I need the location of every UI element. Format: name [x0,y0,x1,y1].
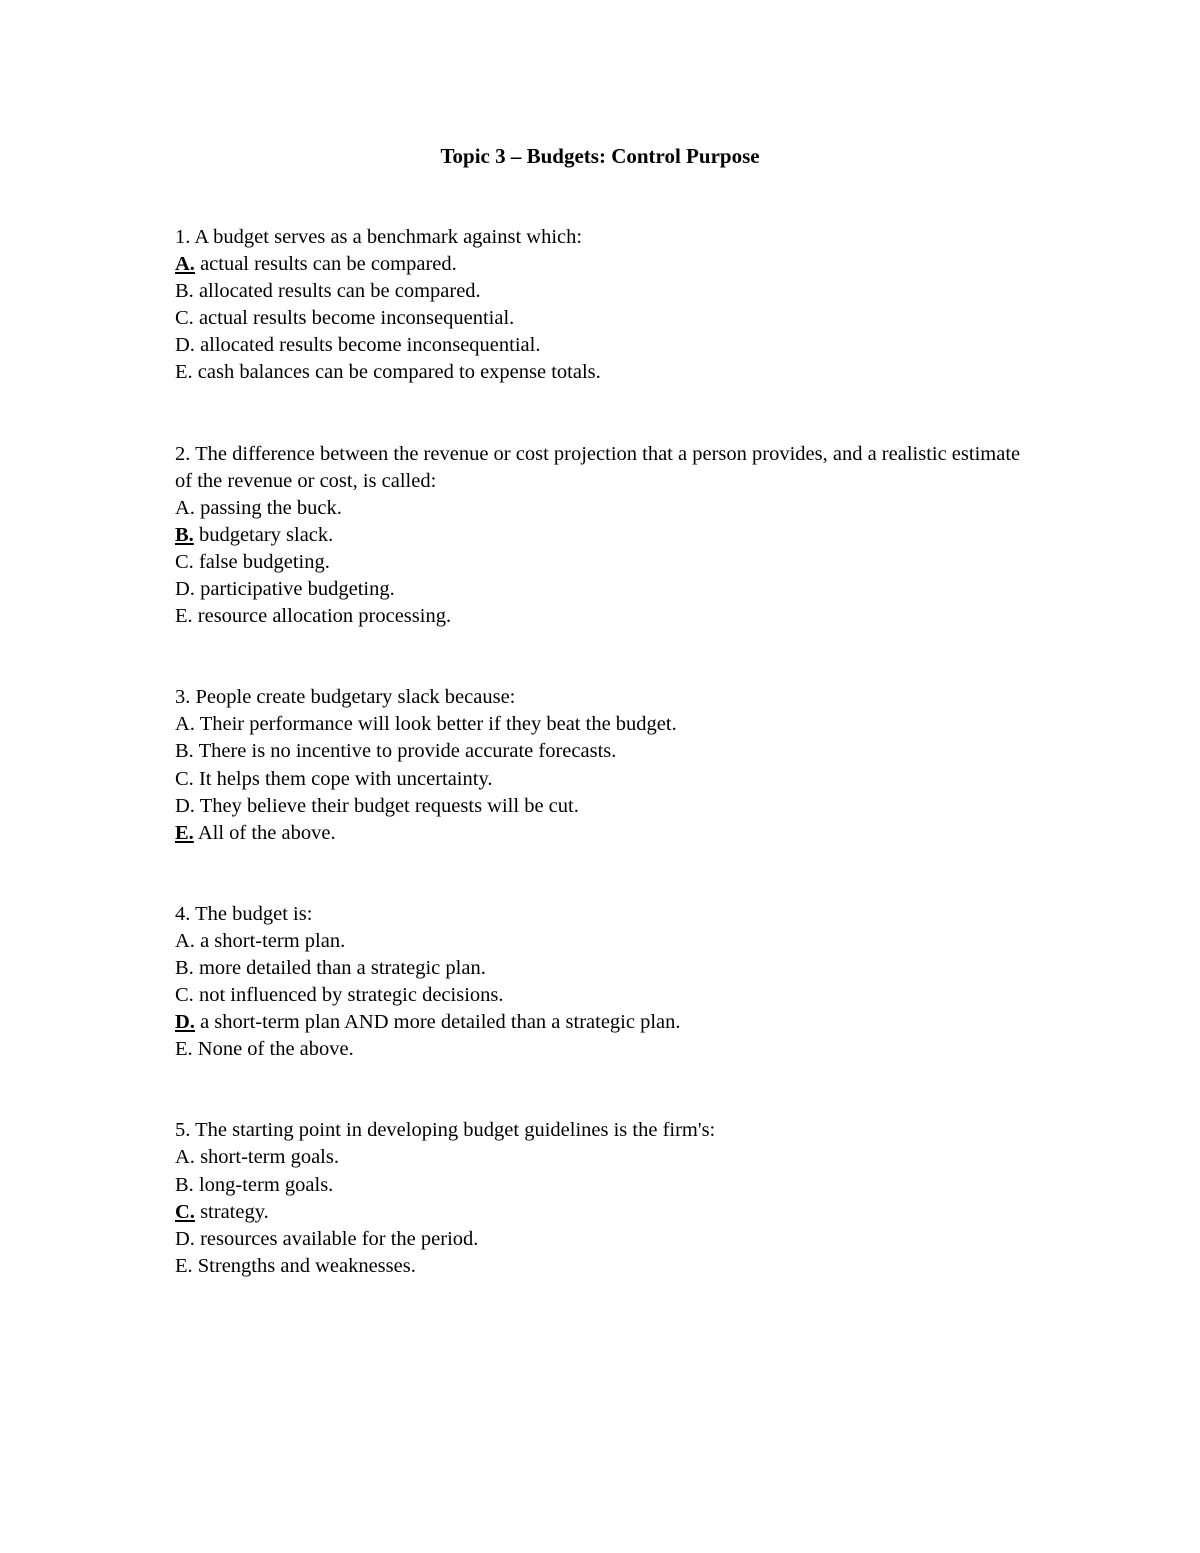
option-text: None of the above. [197,1038,354,1061]
answer-option [175,1253,1025,1280]
question-2 [175,441,1025,631]
correct-answer-letter: D. [175,1011,195,1034]
question-4 [175,901,1025,1064]
question-number: 3. [175,686,191,709]
option-letter: C. [175,984,194,1007]
option-text: resources available for the period. [200,1227,479,1250]
option-letter: A. [175,713,195,736]
answer-option [175,251,1025,278]
answer-option [175,332,1025,359]
answer-option [175,928,1025,955]
answer-option [175,1226,1025,1253]
question-text [175,224,1025,251]
option-text: budgetary slack. [198,523,334,546]
answer-option [175,820,1025,847]
question-5 [175,1117,1025,1280]
answer-option [175,549,1025,576]
option-text: cash balances can be compared to expense totals. [197,361,601,384]
option-text: allocated results become inconsequential. [200,334,541,357]
option-text: They believe their budget requests will be cut. [199,794,579,817]
answer-option [175,278,1025,305]
answer-option [175,955,1025,982]
question-stem: The difference between the revenue or cost projection that a person provides, and a realistic estimate of the revenue or cost, is called: [175,442,1021,492]
option-letter: E. [175,1254,193,1277]
option-letter: C. [175,767,194,790]
page-title: Topic 3 – Budgets: Control Purpose [440,144,760,168]
question-1 [175,224,1025,387]
question-text [175,1117,1025,1144]
answer-option [175,766,1025,793]
option-letter: E. [175,1038,193,1061]
option-letter: B. [175,740,194,763]
option-text: All of the above. [197,821,336,844]
option-letter: D. [175,334,195,357]
answer-option [175,1172,1025,1199]
option-letter: C. [175,307,194,330]
option-letter: B. [175,1173,194,1196]
answer-option [175,576,1025,603]
answer-option [175,495,1025,522]
option-letter: B. [175,280,194,303]
option-text: participative budgeting. [200,578,395,601]
question-text [175,441,1025,495]
question-stem: The budget is: [195,902,313,925]
option-text: strategy. [200,1200,269,1223]
answer-option [175,982,1025,1009]
option-text: a short-term plan AND more detailed than a strategic plan. [200,1011,681,1034]
option-text: actual results can be compared. [200,253,457,276]
option-letter: A. [175,496,195,519]
question-stem: People create budgetary slack because: [195,686,516,709]
option-letter: E. [175,605,193,628]
answer-option [175,793,1025,820]
answer-option [175,1009,1025,1036]
question-number: 2. [175,442,191,465]
answer-option [175,738,1025,765]
option-text: There is no incentive to provide accurate forecasts. [198,740,617,763]
option-text: false budgeting. [198,550,330,573]
option-letter: A. [175,1146,195,1169]
option-text: a short-term plan. [200,929,346,952]
question-stem: A budget serves as a benchmark against which: [194,226,583,248]
answer-option [175,711,1025,738]
option-letter: E. [175,361,193,384]
correct-answer-letter: B. [175,523,194,546]
option-text: allocated results can be compared. [198,280,481,303]
option-letter: A. [175,929,195,952]
option-text: more detailed than a strategic plan. [198,956,486,979]
question-number: 4. [175,902,191,925]
answer-option [175,1199,1025,1226]
option-text: Strengths and weaknesses. [197,1254,416,1277]
option-text: long-term goals. [198,1173,334,1196]
option-letter: B. [175,956,194,979]
correct-answer-letter: E. [175,821,194,844]
question-text [175,684,1025,711]
option-text: resource allocation processing. [197,605,452,628]
answer-option [175,359,1025,386]
option-text: It helps them cope with uncertainty. [198,767,493,790]
answer-option [175,1036,1025,1063]
answer-option [175,1144,1025,1171]
question-number: 5. [175,1119,191,1142]
option-letter: D. [175,578,195,601]
option-text: not influenced by strategic decisions. [198,984,504,1007]
option-letter: D. [175,1227,195,1250]
option-text: short-term goals. [200,1146,339,1169]
correct-answer-letter: A. [175,253,195,276]
option-text: Their performance will look better if they beat the budget. [199,713,677,736]
question-3 [175,684,1025,847]
option-text: passing the buck. [200,496,342,519]
answer-option [175,305,1025,332]
question-stem: The starting point in developing budget guidelines is the firm's: [195,1119,716,1142]
answer-option [175,603,1025,630]
option-letter: D. [175,794,195,817]
question-list [175,224,1025,1334]
option-text: actual results become inconsequential. [198,307,515,330]
question-text [175,901,1025,928]
answer-option [175,522,1025,549]
correct-answer-letter: C. [175,1200,195,1223]
option-letter: C. [175,550,194,573]
question-number: 1. [175,226,191,248]
